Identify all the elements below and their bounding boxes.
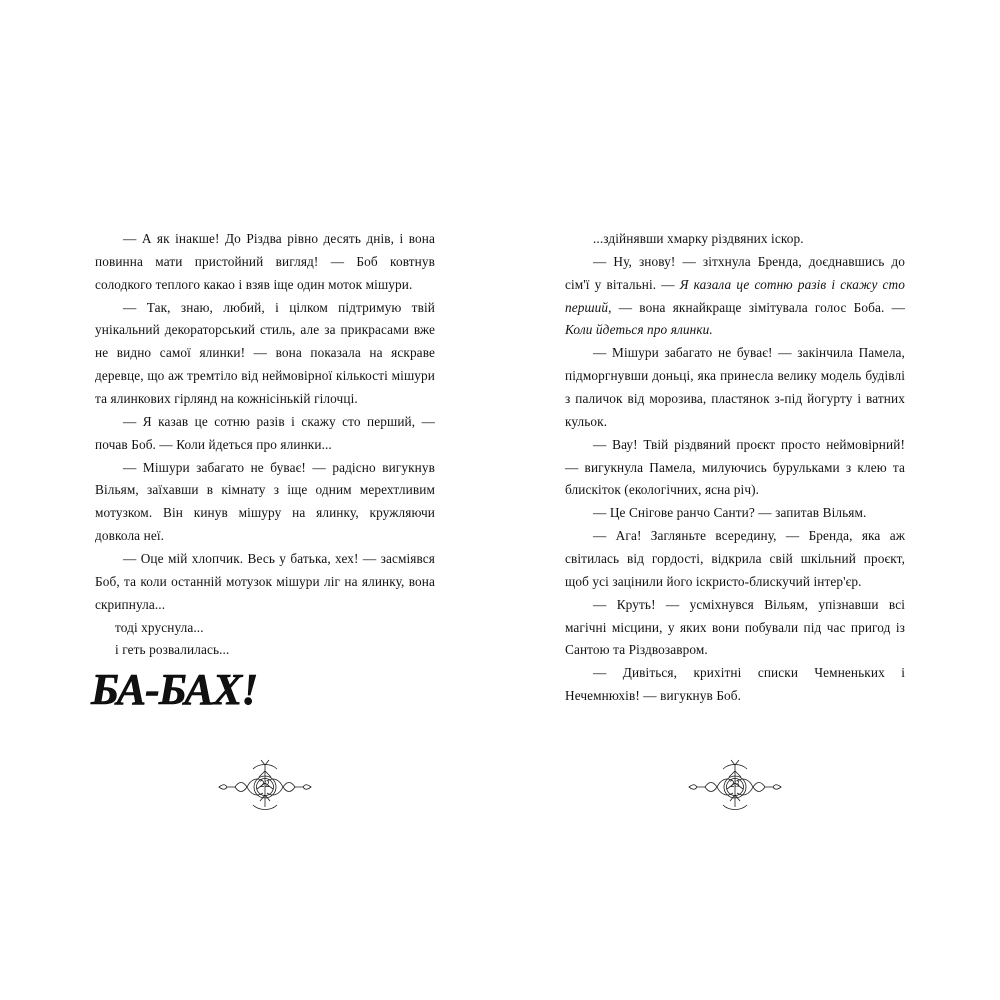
paragraph: — Мішури забагато не буває! — радісно вигукнув Вільям, заїхавши в кімнату з іще одним мерехтливим мотузком. Він кинув мішуру на ялинку, кружляючи довкола неї.: [95, 459, 435, 544]
paragraph: — Так, знаю, любий, і цілком підтримую твій унікальний декораторський стиль, але за прикрасами вже не видно самої ялинки! — вона показала на яскраве деревце, що аж тремтіло від неймовірної кількості мішури та ялинкових гірлянд на кожнісінькій гілочці.: [95, 299, 435, 407]
paragraph: ...здійнявши хмарку різдвяних іскор.: [593, 231, 804, 246]
page-number: 22: [260, 779, 270, 789]
paragraph: — Це Снігове ранчо Санти? — запитав Вільям.: [593, 505, 867, 521]
exclamation-heading: БА-БАХ!: [91, 665, 258, 715]
left-page: [70, 0, 460, 1000]
paragraph: — Ага! Загляньте всередину, — Бренда, яка аж світилась від гордості, відкрила свій шкільний проєкт, щоб усі зацінили його іскристо-блискучий інтер'єр.: [565, 528, 905, 589]
paragraph: — Вау! Твій різдвяний проєкт просто неймовірний! — вигукнула Памела, милуючись бурульками з клею та блискіток (екологічних, ясна річ).: [565, 436, 905, 498]
paragraph: — Круть! — усміхнувся Вільям, упізнавши всі магічні місцини, у яких вони побували під час пригод із Сантою та Різдвозавром.: [565, 596, 905, 658]
paragraph: — Мішури забагато не буває! — закінчила Памела, підморгнувши доньці, яка принесла велику модель будівлі з паличок від морозива, пластянок з-під йогурту і ватних кульок.: [565, 345, 905, 429]
paragraph-text: , — вона якнайкраще зімітувала голос Боба. —: [608, 299, 905, 315]
paragraph-italic: Я казала це сотню разів і скажу сто перший: [565, 276, 905, 315]
paragraph: — Дивіться, крихітні списки Чемненьких і Нечемнюхів! — вигукнув Боб.: [565, 665, 905, 704]
left-page-text-column: [91, 228, 435, 715]
paragraph: — Оце мій хлопчик. Весь у батька, хех! — засміявся Боб, та коли останній мотузок мішури ліг на ялинку, вона скрипнула...: [95, 551, 435, 612]
page-number: 23: [730, 779, 740, 789]
right-page-text-column: [565, 228, 905, 708]
paragraph: — А як інакше! До Різдва рівно десять днів, і вона повинна мати пристойний вигляд! — Боб ковтнув солодкого теплого какао і взяв іще один моток мішури.: [95, 231, 435, 292]
paragraph-italic: Коли йдеться про ялинки.: [565, 322, 713, 338]
page-ornament-left: [70, 757, 460, 815]
paragraph: [565, 251, 905, 342]
page-ornament-right: [540, 757, 930, 815]
right-page: [540, 0, 930, 1000]
paragraph: і геть розвалилась...: [115, 642, 230, 658]
paragraph-text: — Ну, знову! — зітхнула Бренда, доєднавшись до сім'ї у вітальні. —: [565, 253, 905, 292]
paragraph: тоді хруснула...: [115, 619, 204, 635]
paragraph: — Я казав це сотню разів і скажу сто перший, — почав Боб. — Коли йдеться про ялинки...: [95, 413, 435, 452]
